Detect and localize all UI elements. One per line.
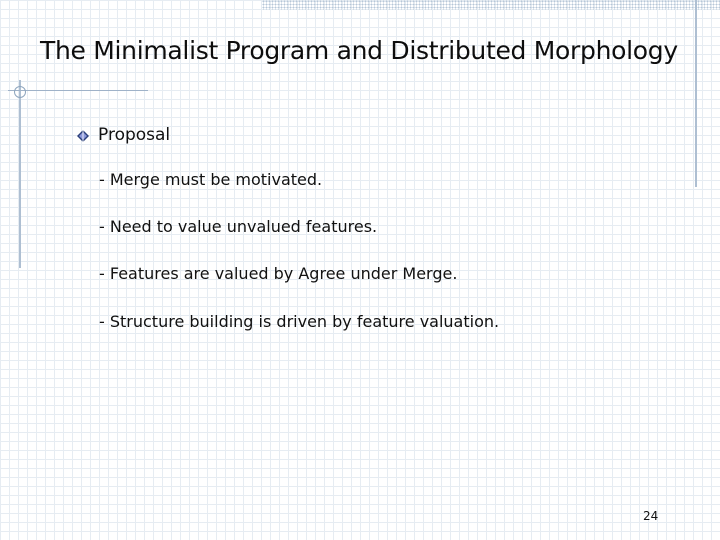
diamond-bullet-icon xyxy=(76,128,90,142)
left-vertical-rule xyxy=(19,80,21,268)
right-vertical-rule xyxy=(695,0,697,187)
proposal-bullet xyxy=(76,125,170,145)
proposal-line-3: - Features are valued by Agree under Merge. xyxy=(99,264,458,283)
slide-title: The Minimalist Program and Distributed Morphology xyxy=(40,36,678,65)
proposal-line-2: - Need to value unvalued features. xyxy=(99,217,378,236)
top-decorative-band xyxy=(262,0,720,10)
bullet-text: Proposal xyxy=(98,125,171,145)
proposal-line-1: - Merge must be motivated. xyxy=(99,170,323,189)
corner-circle-decoration xyxy=(14,86,26,98)
proposal-line-4: - Structure building is driven by feature valuation. xyxy=(99,312,500,331)
title-underline-rule xyxy=(8,90,148,91)
page-number: 24 xyxy=(643,509,659,523)
